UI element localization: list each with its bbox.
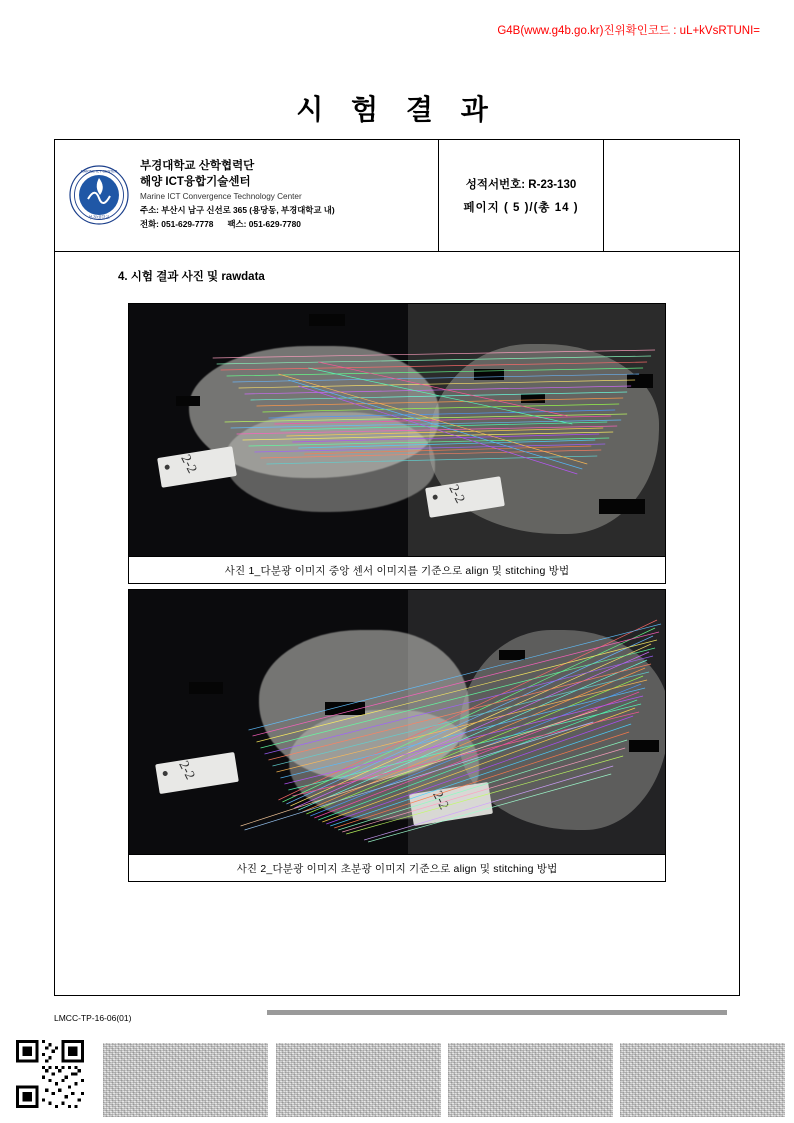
- rawdata-strip-1: [103, 1043, 268, 1117]
- verification-watermark: G4B(www.g4b.go.kr)진위확인코드 : uL+kVsRTUNI=: [497, 25, 760, 37]
- rawdata-strip-3: [448, 1043, 613, 1117]
- svg-text:MARINE ICT CENTER: MARINE ICT CENTER: [80, 169, 118, 174]
- figure-2-caption: 사진 2_다분광 이미지 초분광 이미지 기준으로 align 및 stitching 방법: [129, 854, 665, 881]
- figure-2-image: [129, 590, 665, 854]
- figure-2: [128, 589, 666, 882]
- org-contact: [140, 220, 335, 230]
- svg-text:부경대학교: 부경대학교: [88, 215, 110, 220]
- org-name-english: Marine ICT Convergence Technology Center: [140, 191, 302, 201]
- footer-divider-bar: [267, 1010, 727, 1015]
- header-empty-cell: [604, 139, 740, 251]
- figure-2-tag-number-right: 2-2: [429, 788, 452, 813]
- org-name-line1: 부경대학교 산학협력단: [140, 160, 255, 173]
- header-org-cell: [54, 139, 439, 251]
- figure-1-image: [129, 304, 665, 556]
- figure-1-match-lines: [129, 304, 665, 556]
- qr-code-icon: [16, 1040, 84, 1108]
- figure-1-tag-number-left: 2-2: [177, 452, 200, 476]
- section-heading: 4. 시험 결과 사진 및 rawdata: [118, 271, 265, 283]
- page-count: 페이지 ( 5 )/(총 14 ): [463, 201, 579, 214]
- figure-1: [128, 303, 666, 584]
- org-fax: 팩스: 051-629-7780: [227, 218, 301, 229]
- header-cert-cell: [439, 139, 604, 251]
- org-tel: 전화: 051-629-7778: [140, 218, 214, 229]
- rawdata-strip-2: [276, 1043, 441, 1117]
- figure-1-caption: 사진 1_다분광 이미지 중앙 센서 이미지를 기준으로 align 및 stitching 방법: [129, 556, 665, 583]
- page-title: 시 험 결 과: [296, 94, 498, 125]
- figure-1-tag-number-right: 2-2: [445, 482, 468, 506]
- org-name-line2: 해양 ICT융합기술센터: [140, 175, 251, 188]
- org-address: 주소: 부산시 남구 신선로 365 (용당동, 부경대학교 내): [140, 205, 335, 216]
- rawdata-strip-4: [620, 1043, 785, 1117]
- header-table: [54, 139, 740, 252]
- form-code: LMCC-TP-16-06(01): [54, 1013, 132, 1023]
- university-logo-icon: [68, 164, 130, 226]
- figure-2-match-lines: [129, 590, 665, 854]
- certificate-number: 성적서번호: R-23-130: [465, 178, 577, 191]
- figure-2-tag-number-left: 2-2: [175, 758, 198, 783]
